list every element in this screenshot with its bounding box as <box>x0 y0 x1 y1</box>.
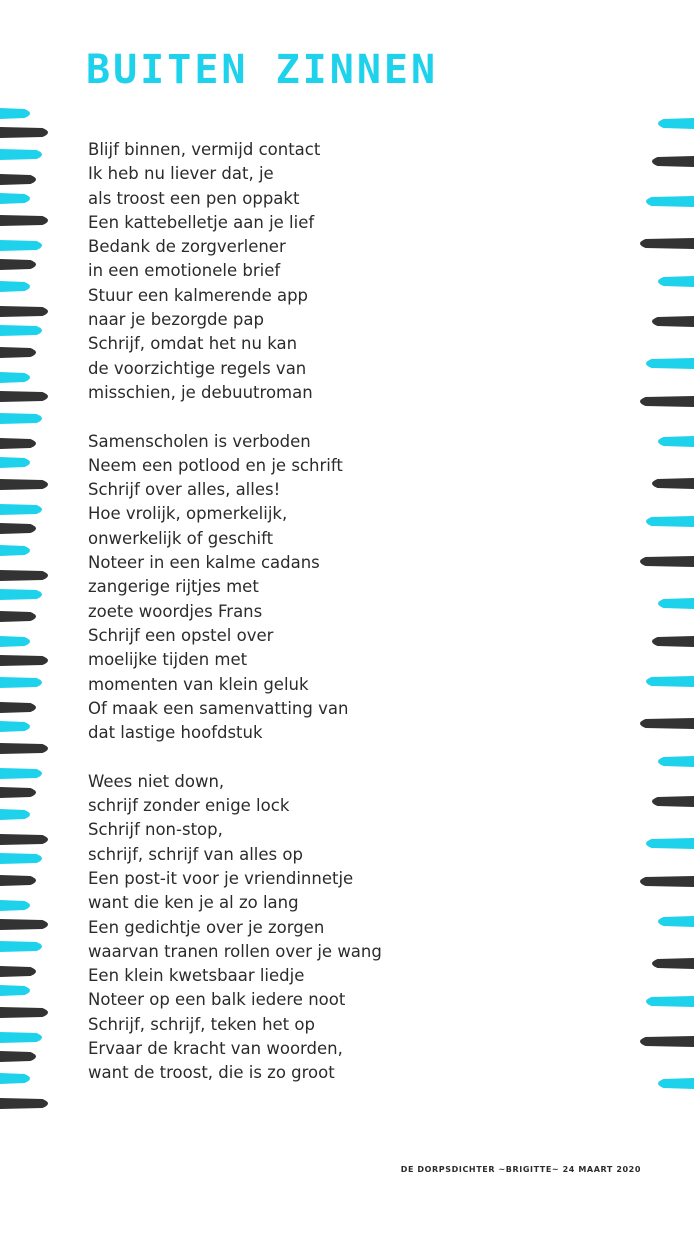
poem-title: BUITEN ZINNEN <box>86 47 439 93</box>
brush-stroke <box>658 118 694 129</box>
poem-line: Schrijf over alles, alles! <box>88 480 281 500</box>
poem-line: waarvan tranen rollen over je wang <box>88 941 382 961</box>
brush-stroke <box>0 438 36 449</box>
stanza-1 <box>88 138 382 405</box>
brush-stroke <box>646 358 694 369</box>
brush-stroke <box>640 1036 694 1047</box>
poem-line: momenten van klein geluk <box>88 674 309 694</box>
poem-line: onwerkelijk of geschift <box>88 528 274 548</box>
brush-stroke <box>658 916 694 927</box>
brush-stroke <box>0 721 30 732</box>
brush-stroke <box>658 276 694 287</box>
brush-stroke <box>0 853 42 864</box>
brush-stroke <box>0 919 48 930</box>
brush-stroke <box>0 259 36 270</box>
brush-stroke <box>658 598 694 609</box>
brush-stroke <box>0 636 30 647</box>
brush-stroke <box>652 636 694 647</box>
poem-line: zangerige rijtjes met <box>88 577 259 597</box>
poem-line: Ervaar de kracht van woorden, <box>88 1038 343 1058</box>
brush-stroke <box>652 316 694 327</box>
poem-line: Ik heb nu liever dat, je <box>88 164 274 184</box>
poem-line: Of maak een samenvatting van <box>88 698 349 718</box>
poem-line: Neem een potlood en je schrift <box>88 455 343 475</box>
poem-line: Noteer op een balk iedere noot <box>88 990 346 1010</box>
poem-line: in een emotionele brief <box>88 261 281 281</box>
stanza-2 <box>88 430 382 746</box>
brush-stroke <box>0 1073 30 1084</box>
brush-stroke <box>0 768 42 779</box>
brush-stroke <box>0 941 42 952</box>
brush-stroke <box>646 196 694 207</box>
poem-line: Blijf binnen, vermijd contact <box>88 140 321 159</box>
brush-stroke <box>0 589 42 600</box>
poem-line: Bedank de zorgverlener <box>88 237 286 257</box>
poem-line: als troost een pen oppakt <box>88 188 300 208</box>
brush-stroke <box>652 156 694 167</box>
brush-stroke <box>0 611 36 622</box>
poem-line: Hoe vrolijk, opmerkelijk, <box>88 504 288 524</box>
brush-stroke <box>0 215 48 226</box>
poem-line: zoete woordjes Frans <box>88 601 263 621</box>
right-brush-strokes <box>640 118 694 1089</box>
brush-stroke <box>0 347 36 358</box>
left-brush-strokes <box>0 108 48 1109</box>
brush-stroke <box>0 570 48 581</box>
brush-stroke <box>0 743 48 754</box>
poem-line: moelijke tijden met <box>88 650 248 670</box>
brush-stroke <box>0 702 36 713</box>
brush-stroke <box>0 1051 36 1062</box>
brush-stroke <box>658 756 694 767</box>
brush-stroke <box>640 718 694 729</box>
brush-stroke <box>0 149 42 160</box>
poem-line: Een klein kwetsbaar liedje <box>88 966 305 986</box>
brush-stroke <box>646 516 694 527</box>
poem-line: schrijf zonder enige lock <box>88 796 290 816</box>
brush-stroke <box>0 391 48 402</box>
brush-stroke <box>640 556 694 567</box>
brush-stroke <box>0 504 42 515</box>
poem-line: Stuur een kalmerende app <box>88 285 309 305</box>
poem-line: naar je bezorgde pap <box>88 310 264 330</box>
brush-stroke <box>652 958 694 969</box>
poem-line: Een post-it voor je vriendinnetje <box>88 868 354 888</box>
poem-line: Schrijf, schrijf, teken het op <box>88 1014 315 1034</box>
poem-line: Een kattebelletje aan je lief <box>88 212 315 232</box>
brush-stroke <box>0 809 30 820</box>
brush-stroke <box>0 108 30 119</box>
poem-line: Schrijf non-stop, <box>88 820 223 840</box>
poem-line: dat lastige hoofdstuk <box>88 723 263 743</box>
brush-stroke <box>646 676 694 687</box>
brush-stroke <box>0 372 30 383</box>
brush-stroke <box>0 787 36 798</box>
author-credit: DE DORPSDICHTER ~BRIGITTE~ 24 MAART 2020 <box>400 1165 641 1174</box>
poem-line: Samenscholen is verboden <box>88 431 311 451</box>
poem-line: Een gedichtje over je zorgen <box>88 917 325 937</box>
brush-stroke <box>652 796 694 807</box>
brush-stroke <box>0 479 48 490</box>
poem-body <box>88 138 382 1110</box>
brush-stroke <box>640 396 694 407</box>
brush-stroke <box>0 655 48 666</box>
brush-stroke <box>0 900 30 911</box>
brush-stroke <box>640 238 694 249</box>
brush-stroke <box>0 413 42 424</box>
brush-stroke <box>0 281 30 292</box>
poem-line: schrijf, schrijf van alles op <box>88 844 303 864</box>
brush-stroke <box>0 875 36 886</box>
brush-stroke <box>646 996 694 1007</box>
brush-stroke <box>0 523 36 534</box>
brush-stroke <box>0 174 36 185</box>
poem-line: Wees niet down, <box>88 771 225 791</box>
stanza-3 <box>88 770 382 1086</box>
brush-stroke <box>0 193 30 204</box>
poem-line: Noteer in een kalme cadans <box>88 553 320 573</box>
poem-line: Schrijf een opstel over <box>88 625 274 645</box>
brush-stroke <box>0 1098 48 1109</box>
brush-stroke <box>658 1078 694 1089</box>
brush-stroke <box>0 127 48 138</box>
brush-stroke <box>658 436 694 447</box>
brush-stroke <box>652 478 694 489</box>
poem-line: want die ken je al zo lang <box>88 893 299 913</box>
brush-stroke <box>0 677 42 688</box>
brush-stroke <box>0 1032 42 1043</box>
brush-stroke <box>646 838 694 849</box>
poem-line: misschien, je debuutroman <box>88 382 313 402</box>
brush-stroke <box>0 985 30 996</box>
poem-line: want de troost, die is zo groot <box>88 1063 335 1083</box>
brush-stroke <box>0 834 48 845</box>
brush-stroke <box>0 545 30 556</box>
brush-stroke <box>0 457 30 468</box>
brush-stroke <box>0 325 42 336</box>
brush-stroke <box>0 966 36 977</box>
brush-stroke <box>0 240 42 251</box>
brush-stroke <box>640 876 694 887</box>
brush-stroke <box>0 306 48 317</box>
poem-line: de voorzichtige regels van <box>88 358 307 378</box>
brush-stroke <box>0 1007 48 1018</box>
poem-line: Schrijf, omdat het nu kan <box>88 334 298 354</box>
